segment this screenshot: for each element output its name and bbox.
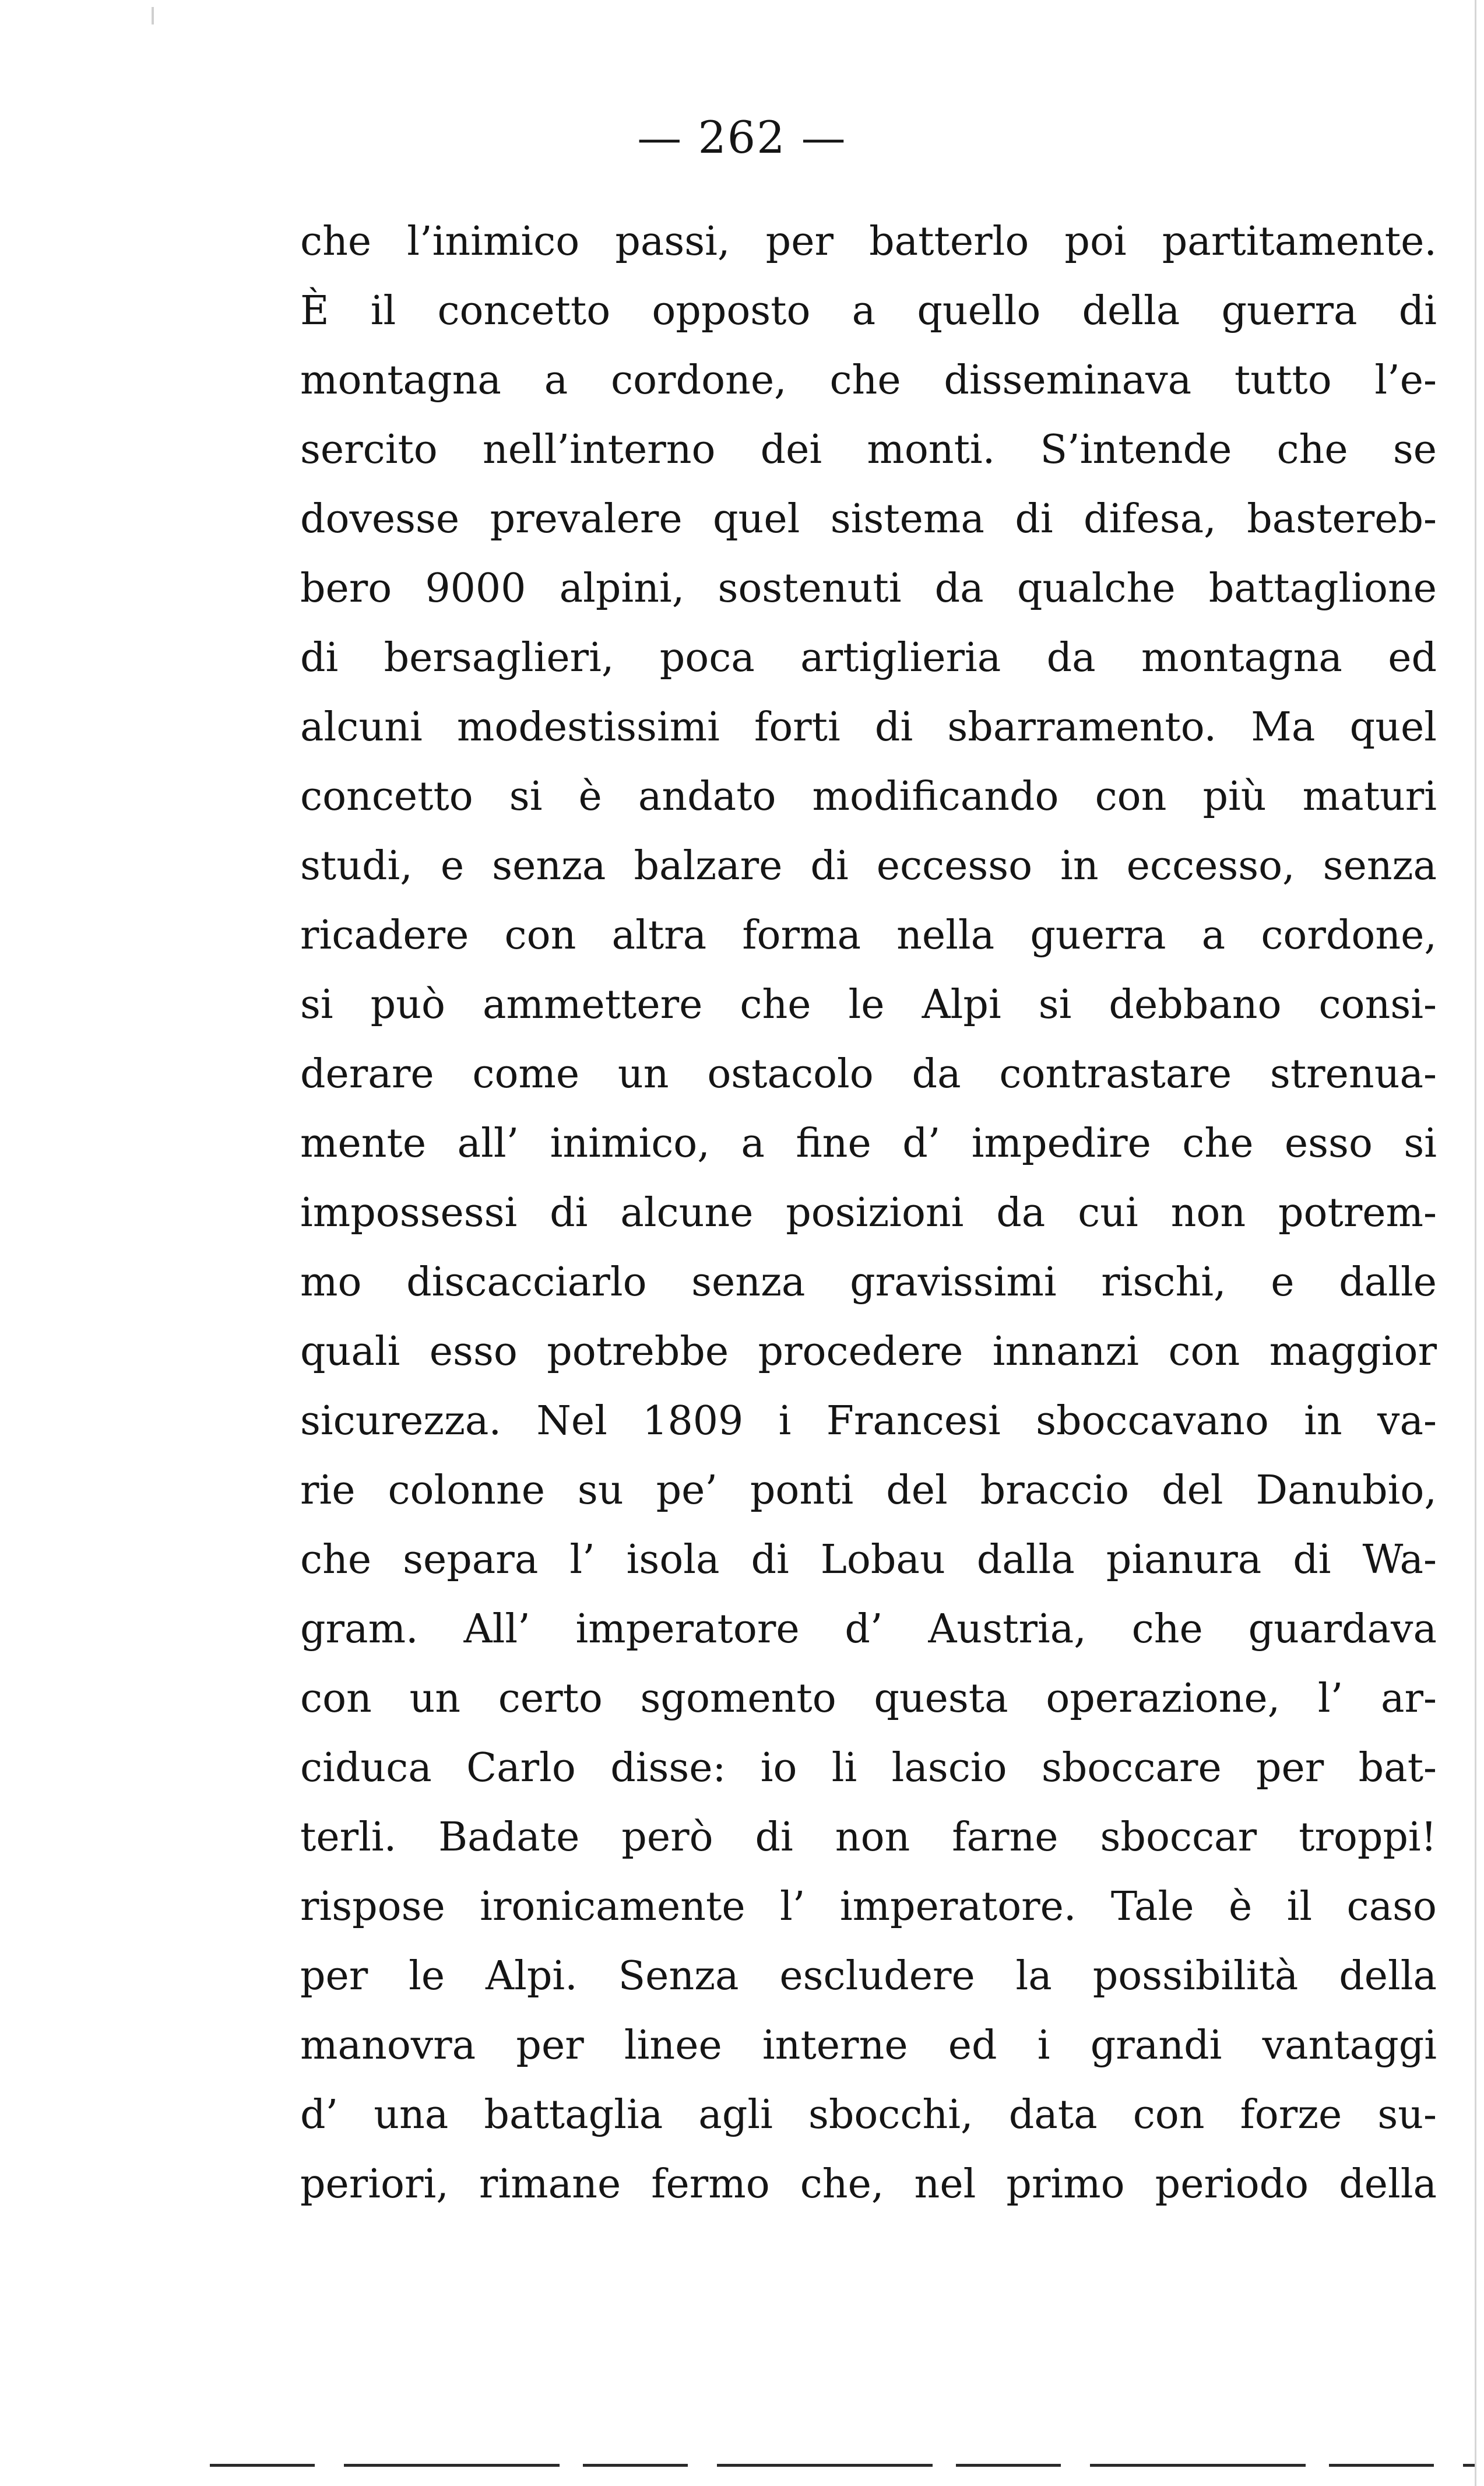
text-line: terli. Badate però di non farne sboccar troppi! <box>300 1814 1437 1860</box>
text-line: ciduca Carlo disse: io li lascio sboccare per bat- <box>300 1745 1437 1791</box>
text-line: mo discacciarlo senza gravissimi rischi, e dalle <box>300 1259 1437 1305</box>
text-line: sercito nell’interno dei monti. S’intende che se <box>300 427 1437 473</box>
text-line: per le Alpi. Senza escludere la possibilità della <box>300 1953 1437 1999</box>
text-line: che l’inimico passi, per batterlo poi partitamente. <box>300 219 1437 265</box>
text-line: impossessi di alcune posizioni da cui non potrem- <box>300 1190 1437 1236</box>
text-line: mente all’ inimico, a fine d’ impedire che esso si <box>300 1121 1437 1167</box>
text-line: dovesse prevalere quel sistema di difesa, bastereb- <box>300 496 1437 542</box>
text-line: rie colonne su pe’ ponti del braccio del Danubio, <box>300 1467 1437 1514</box>
text-line: periori, rimane fermo che, nel primo periodo della <box>300 2161 1437 2207</box>
text-line: bero 9000 alpini, sostenuti da qualche battaglione <box>300 566 1437 612</box>
text-line: È il concetto opposto a quello della guerra di <box>300 288 1437 334</box>
text-line: che separa l’ isola di Lobau dalla pianura di Wa- <box>300 1537 1437 1583</box>
scan-mark <box>152 7 154 24</box>
text-line: montagna a cordone, che disseminava tutto l’e- <box>300 357 1437 403</box>
text-line: ricadere con altra forma nella guerra a cordone, <box>300 912 1437 958</box>
text-line: derare come un ostacolo da contrastare strenua- <box>300 1051 1437 1097</box>
text-line: manovra per linee interne ed i grandi vantaggi <box>300 2022 1437 2069</box>
body-text <box>300 207 1437 2219</box>
text-line: di bersaglieri, poca artiglieria da montagna ed <box>300 635 1437 681</box>
text-line: con un certo sgomento questa operazione, l’ ar- <box>300 1676 1437 1722</box>
text-line: concetto si è andato modificando con più maturi <box>300 774 1437 820</box>
page-number: — 262 — <box>637 111 847 163</box>
text-line: quali esso potrebbe procedere innanzi con maggior <box>300 1329 1437 1375</box>
text-line: d’ una battaglia agli sbocchi, data con forze su- <box>300 2092 1437 2138</box>
text-line: sicurezza. Nel 1809 i Francesi sboccavano in va- <box>300 1398 1437 1444</box>
text-line: studi, e senza balzare di eccesso in eccesso, senza <box>300 843 1437 889</box>
text-line: rispose ironicamente l’ imperatore. Tale è il caso <box>300 1884 1437 1930</box>
text-line: si può ammettere che le Alpi si debbano consi- <box>300 982 1437 1028</box>
text-line: gram. All’ imperatore d’ Austria, che guardava <box>300 1606 1437 1652</box>
text-line: alcuni modestissimi forti di sbarramento. Ma quel <box>300 704 1437 750</box>
page-edge-line <box>1475 0 1476 2486</box>
bottom-scan-rule <box>210 2464 1475 2467</box>
